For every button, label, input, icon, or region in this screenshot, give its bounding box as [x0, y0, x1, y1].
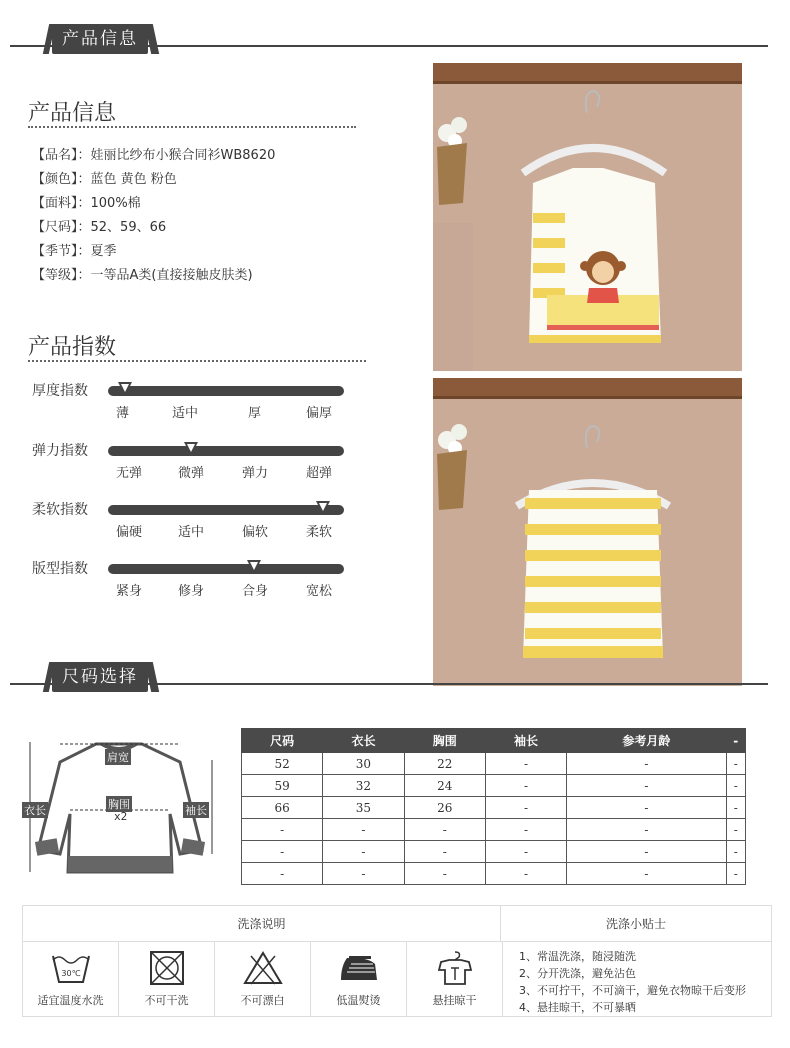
hang-dry-icon [435, 950, 475, 986]
wash-tips [519, 948, 746, 1016]
table-row: - - - - - - [242, 863, 746, 885]
index-elasticity: 弹力指数 无弹 微弹 弹力 超弹 [32, 440, 362, 496]
size-table [241, 728, 746, 885]
info-row: 【等级】：一等品A类(直接接触皮肤类) [32, 268, 253, 283]
wash-tip: 1、常温洗涤，随浸随洗 [519, 950, 636, 963]
wash-item [23, 942, 119, 1016]
index-bar [108, 505, 344, 515]
info-title-divider [28, 126, 356, 128]
index-marker [184, 442, 198, 456]
section-header-product-info [0, 24, 790, 54]
low-iron-icon [339, 950, 379, 986]
table-header-row [242, 729, 746, 753]
info-row: 【品名】：娃丽比纱布小猴合同衫WB8620 [32, 148, 276, 163]
wash-item [215, 942, 311, 1016]
info-row: 【季节】：夏季 [32, 244, 117, 259]
table-row: 52 30 22 - - - [242, 753, 746, 775]
wash-30-icon [51, 950, 91, 986]
index-label: 柔软指数 [32, 502, 88, 518]
index-marker [118, 382, 132, 396]
wash-caption: 悬挂晾干 [432, 994, 477, 1007]
label-chest-mult: x2 [114, 810, 128, 823]
index-softness: 柔软指数 偏硬 适中 偏软 柔软 [32, 499, 362, 555]
index-bar [108, 446, 344, 456]
no-dryclean-icon [147, 950, 187, 986]
wash-caption: 低温熨烫 [336, 994, 381, 1007]
index-fit: 版型指数 紧身 修身 合身 宽松 [32, 558, 362, 614]
wash-tip: 3、不可拧干，不可滴干，避免衣物晾干后变形 [519, 984, 746, 997]
product-photo-back [433, 378, 742, 686]
index-label: 弹力指数 [32, 443, 88, 459]
info-row: 【颜色】：蓝色 黄色 粉色 [32, 172, 177, 187]
wash-tip: 2、分开洗涤，避免沾色 [519, 967, 636, 980]
no-bleach-icon [243, 950, 283, 986]
table-row: - - - - - - [242, 819, 746, 841]
wash-item [311, 942, 407, 1016]
index-label: 厚度指数 [32, 383, 88, 399]
index-label: 版型指数 [32, 561, 88, 577]
index-marker [247, 560, 261, 574]
index-title: 产品指数 [28, 335, 117, 360]
svg-text:30℃: 30℃ [61, 969, 81, 978]
info-list [32, 144, 275, 288]
wash-caption: 不可干洗 [144, 994, 189, 1007]
col-chest: 胸围 [404, 729, 485, 753]
table-row: 59 32 24 - - - [242, 775, 746, 797]
index-thickness: 厚度指数 薄 适中 厚 偏厚 [32, 380, 362, 436]
wash-item [119, 942, 215, 1016]
wash-title: 洗涤说明 [23, 906, 501, 942]
col-age: 参考月龄 [567, 729, 726, 753]
label-shoulder: 肩宽 [107, 751, 129, 764]
wash-caption: 适宜温度水洗 [37, 994, 104, 1007]
wash-tips-title: 洗涤小贴士 [501, 906, 771, 942]
label-sleeve: 袖长 [185, 804, 207, 817]
section-tab: 产品信息 [52, 24, 148, 54]
wash-tip: 4、悬挂晾干，不可暴晒 [519, 1001, 636, 1014]
label-length: 衣长 [24, 804, 46, 817]
product-photo-front [433, 63, 742, 371]
wash-item [407, 942, 503, 1016]
section-tab: 尺码选择 [52, 662, 148, 692]
wash-instructions [22, 905, 772, 1017]
vest-back-illustration [433, 378, 742, 686]
info-title: 产品信息 [28, 101, 117, 126]
col-size: 尺码 [242, 729, 323, 753]
index-bar [108, 564, 344, 574]
table-row: - - - - - - [242, 841, 746, 863]
section-header-size [0, 662, 790, 692]
col-sleeve: 袖长 [485, 729, 566, 753]
col-length: 衣长 [323, 729, 404, 753]
vest-front-illustration [433, 63, 742, 371]
index-bar [108, 386, 344, 396]
index-title-divider [28, 360, 366, 362]
info-row: 【面料】：100%棉 [32, 196, 141, 211]
label-chest: 胸围 [108, 798, 130, 811]
col-extra: - [726, 729, 746, 753]
info-row: 【尺码】：52、59、66 [32, 220, 167, 235]
table-row: 66 35 26 - - - [242, 797, 746, 819]
wash-caption: 不可漂白 [240, 994, 285, 1007]
index-marker [316, 501, 330, 515]
